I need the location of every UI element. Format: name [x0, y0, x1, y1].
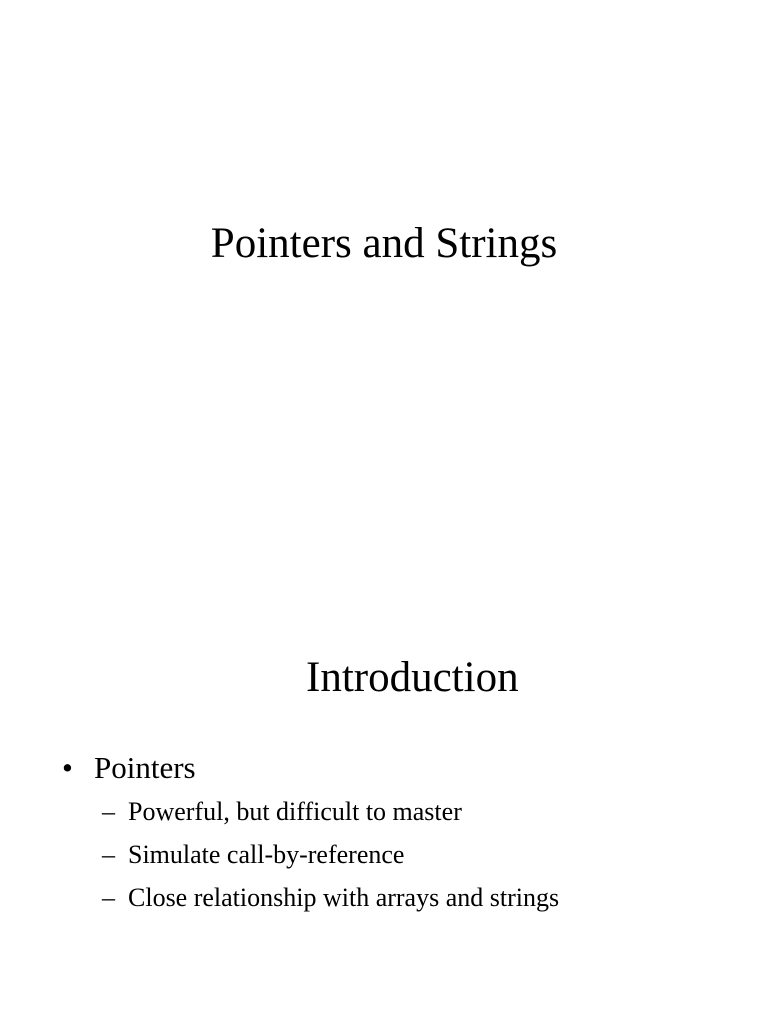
- bullet-icon: •: [62, 750, 73, 785]
- sub-item-text: Powerful, but difficult to master: [128, 797, 462, 826]
- bullet-list: [62, 748, 559, 919]
- dash-icon: –: [102, 797, 115, 826]
- slide-title: Pointers and Strings: [210, 220, 558, 267]
- sub-item: [102, 876, 559, 919]
- sub-item: [102, 833, 559, 876]
- sub-list: [102, 790, 559, 919]
- sub-item-text: Simulate call-by-reference: [128, 840, 405, 869]
- dash-icon: –: [102, 840, 115, 869]
- sub-item: [102, 790, 559, 833]
- dash-icon: –: [102, 883, 115, 912]
- section-heading: Introduction: [306, 654, 519, 701]
- bullet-item-pointers: [62, 748, 559, 919]
- sub-item-text: Close relationship with arrays and strings: [128, 883, 560, 912]
- bullet-label: Pointers: [94, 750, 196, 785]
